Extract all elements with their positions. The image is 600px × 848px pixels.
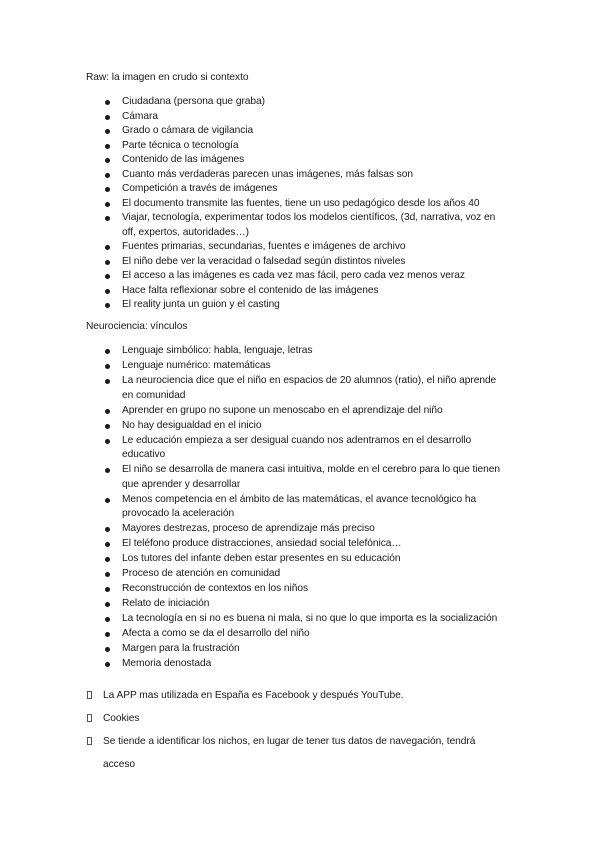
note-text: Cookies <box>103 713 140 724</box>
list-item-text: No hay desigualdad en el inicio <box>122 419 262 431</box>
list-item-text: El teléfono produce distracciones, ansiedad social telefónica… <box>122 538 402 549</box>
bullet-icon <box>105 379 110 384</box>
list-item-text: Cámara <box>122 110 158 122</box>
bullet-icon <box>105 216 110 221</box>
list-item <box>0 612 600 627</box>
missing-glyph-icon <box>87 691 92 699</box>
bullet-icon <box>105 587 110 592</box>
list-item <box>0 153 600 168</box>
list-item <box>0 567 600 582</box>
list-item-text: Afecta a como se da el desarrollo del niño <box>122 628 310 639</box>
list-item-text: Reconstrucción de contextos en los niños <box>122 583 309 594</box>
list-item-text: La neurociencia dice que el niño en espacios de 20 alumnos (ratio), el niño aprende en comunidad <box>122 375 497 401</box>
missing-glyph-icon <box>87 714 92 722</box>
list-item-text: Lenguaje numérico: matemáticas <box>122 360 271 371</box>
bullet-icon <box>105 202 110 207</box>
bullet-list-neurociencia <box>0 344 600 672</box>
list-item <box>0 582 600 597</box>
bullet-icon <box>105 173 110 178</box>
list-item-text: El acceso a las imágenes es cada vez mas fácil, pero cada vez menos veraz <box>122 270 465 281</box>
list-item <box>0 139 600 154</box>
list-item-text: Ciudadana (persona que graba) <box>122 96 265 107</box>
list-item-text: Le educación empieza a ser desigual cuando nos adentramos en el desarrollo educativo <box>122 434 472 460</box>
list-item-text: El niño debe ver la veracidad o falsedad según distintos niveles <box>122 255 406 267</box>
list-item <box>0 642 600 657</box>
list-item <box>0 434 600 463</box>
bullet-icon <box>105 468 110 473</box>
list-item-text: Memoria denostada <box>122 658 212 669</box>
bullet-icon <box>105 144 110 149</box>
bullet-icon <box>105 100 110 105</box>
list-item <box>0 269 600 284</box>
list-item-text: Mayores destrezas, proceso de aprendizaje más preciso <box>122 523 375 534</box>
list-item <box>0 124 600 139</box>
note-item <box>0 730 600 776</box>
bullet-icon <box>105 602 110 607</box>
bullet-icon <box>105 187 110 192</box>
list-item-text: Viajar, tecnología, experimentar todos los modelos científicos, (3d, narrativa, voz en off, expertos, autoridades…) <box>122 212 496 238</box>
list-item <box>0 552 600 567</box>
list-item <box>0 240 600 255</box>
note-text: La APP mas utilizada en España es Facebook y después YouTube. <box>103 690 404 701</box>
bullet-icon <box>105 364 110 369</box>
list-item <box>0 374 600 403</box>
list-item-text: El niño se desarrolla de manera casi intuitiva, molde en el cerebro para lo que tienen que aprender y desarrollar <box>122 464 500 490</box>
list-item-text: Grado o cámara de vigilancia <box>122 125 254 136</box>
bullet-icon <box>105 617 110 622</box>
note-text: Se tiende a identificar los nichos, en lugar de tener tus datos de navegación, tendrá acceso <box>103 736 476 770</box>
bullet-icon <box>105 129 110 134</box>
list-item <box>0 419 600 434</box>
list-item-text: Fuentes primarias, secundarias, fuentes e imágenes de archivo <box>122 241 406 252</box>
missing-glyph-icon <box>87 737 92 745</box>
bullet-icon <box>105 424 110 429</box>
list-item-text: Hace falta reflexionar sobre el contenido de las imágenes <box>122 284 379 296</box>
list-item-text: Contenido de las imágenes <box>122 154 245 165</box>
list-item <box>0 344 600 359</box>
list-item <box>0 211 600 240</box>
list-item <box>0 493 600 522</box>
bullet-icon <box>105 439 110 444</box>
list-item <box>0 182 600 197</box>
bullet-icon <box>105 349 110 354</box>
bullet-icon <box>105 158 110 163</box>
list-item-text: Margen para la frustración <box>122 643 240 654</box>
list-item-text: Menos competencia en el ámbito de las matemáticas, el avance tecnológico ha provocado la aceleración <box>122 493 477 519</box>
bullet-icon <box>105 303 110 308</box>
list-item <box>0 197 600 212</box>
list-item <box>0 657 600 672</box>
list-item-text: Cuanto más verdaderas parecen unas imágenes, más falsas son <box>122 168 413 180</box>
list-item-text: Los tutores del infante deben estar presentes en su educación <box>122 553 401 564</box>
bullet-icon <box>105 662 110 667</box>
section-heading-neurociencia: Neurociencia: vínculos <box>86 321 188 332</box>
list-item <box>0 463 600 492</box>
list-item <box>0 537 600 552</box>
list-item-text: Proceso de atención en comunidad <box>122 568 281 579</box>
list-item <box>0 627 600 642</box>
list-item <box>0 597 600 612</box>
bullet-icon <box>105 289 110 294</box>
bullet-icon <box>105 572 110 577</box>
bullet-icon <box>105 245 110 250</box>
bullet-icon <box>105 542 110 547</box>
list-item <box>0 359 600 374</box>
list-item-text: Competición a través de imágenes <box>122 183 278 194</box>
note-item <box>0 684 600 707</box>
list-item-text: El documento transmite las fuentes, tiene un uso pedagógico desde los años 40 <box>122 197 480 209</box>
bullet-list-raw <box>0 95 600 313</box>
bullet-icon <box>105 527 110 532</box>
list-item-text: El reality junta un guion y el casting <box>122 299 280 310</box>
note-item <box>0 707 600 730</box>
bullet-icon <box>105 274 110 279</box>
bullet-icon <box>105 647 110 652</box>
list-item <box>0 110 600 125</box>
list-item <box>0 255 600 270</box>
list-item <box>0 95 600 110</box>
bullet-icon <box>105 409 110 414</box>
section-heading-raw: Raw: la imagen en crudo si contexto <box>86 72 249 83</box>
list-item <box>0 298 600 313</box>
list-item-text: Lenguaje simbólico: habla, lenguaje, letras <box>122 345 313 356</box>
list-item-text: Relato de iniciación <box>122 598 210 609</box>
notes-list <box>0 684 600 776</box>
list-item-text: La tecnología en si no es buena ni mala, si no que lo que importa es la socialización <box>122 613 498 624</box>
list-item-text: Aprender en grupo no supone un menoscabo en el aprendizaje del niño <box>122 404 443 416</box>
bullet-icon <box>105 557 110 562</box>
bullet-icon <box>105 115 110 120</box>
list-item <box>0 284 600 299</box>
bullet-icon <box>105 632 110 637</box>
list-item <box>0 404 600 419</box>
bullet-icon <box>105 260 110 265</box>
list-item <box>0 168 600 183</box>
list-item-text: Parte técnica o tecnología <box>122 139 239 151</box>
list-item <box>0 522 600 537</box>
bullet-icon <box>105 498 110 503</box>
